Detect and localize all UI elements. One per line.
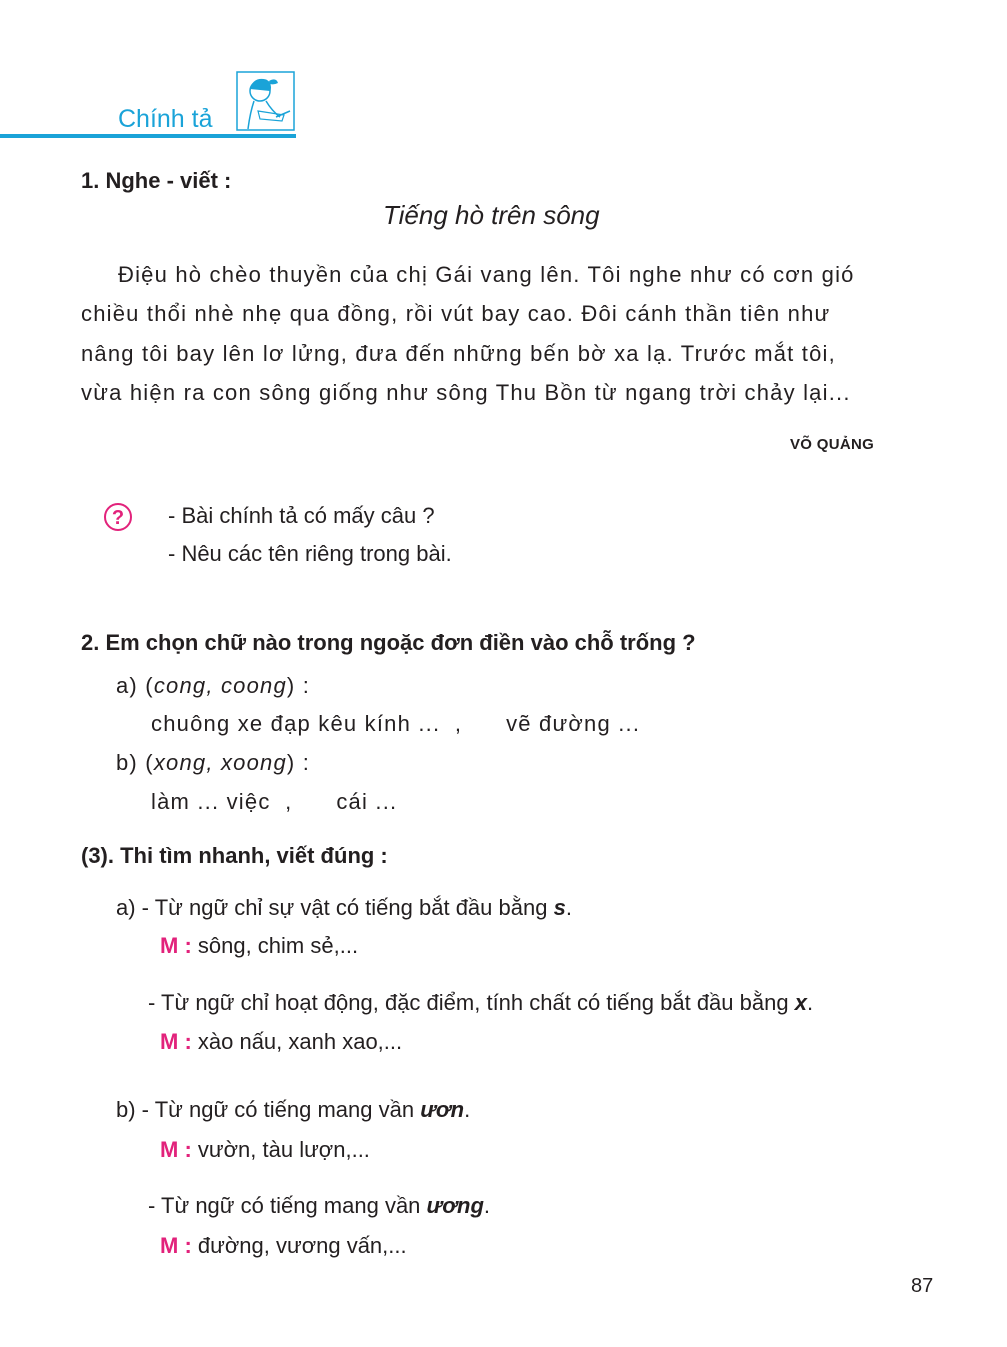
example-line: M : đường, vương vấn,... xyxy=(160,1233,407,1258)
exercise-2b-label: b) (xong, xoong) : xyxy=(116,750,311,775)
exercise-3b-item: - Từ ngữ có tiếng mang vần ương. xyxy=(148,1193,491,1218)
example-line: M : vườn, tàu lượn,... xyxy=(160,1137,370,1162)
exercise-2a-options: cong, coong xyxy=(153,673,287,698)
exercise-2b-line: làm ... việc , cái ... xyxy=(151,789,398,814)
passage-line: Điệu hò chèo thuyền của chị Gái vang lên. Tôi nghe như có cơn gió xyxy=(118,262,855,287)
exercise-2b-options: xong, xoong xyxy=(153,750,287,775)
section-title: Chính tả xyxy=(118,105,213,133)
girl-writing-icon xyxy=(236,71,295,131)
exercise-3a-item: - Từ ngữ chỉ hoạt động, đặc điểm, tính chất có tiếng bắt đầu bằng x. xyxy=(148,990,814,1015)
exercise-2a-line: chuông xe đạp kêu kính ... , vẽ đường ... xyxy=(151,711,641,736)
exercise-2-heading: 2. Em chọn chữ nào trong ngoặc đơn điền vào chỗ trống ? xyxy=(81,630,696,655)
question-item: - Nêu các tên riêng trong bài. xyxy=(168,541,452,566)
page-number: 87 xyxy=(911,1275,934,1297)
header-underline xyxy=(0,134,296,138)
question-item: - Bài chính tả có mấy câu ? xyxy=(168,503,435,528)
exercise-3a-item: a) - Từ ngữ chỉ sự vật có tiếng bắt đầu bằng s. xyxy=(116,895,572,920)
svg-text:?: ? xyxy=(111,507,125,529)
example-line: M : xào nấu, xanh xao,... xyxy=(160,1029,403,1054)
example-line: M : sông, chim sẻ,... xyxy=(160,933,359,958)
passage-line: chiều thổi nhè nhẹ qua đồng, rồi vút bay cao. Đôi cánh thần tiên như xyxy=(81,301,831,326)
passage-line: vừa hiện ra con sông giống như sông Thu Bồn từ ngang trời chảy lại... xyxy=(81,380,851,405)
exercise-3b-item: b) - Từ ngữ có tiếng mang vần ươn. xyxy=(116,1097,471,1122)
exercise-3-heading: (3). Thi tìm nhanh, viết đúng : xyxy=(81,843,388,868)
author-name: VÕ QUẢNG xyxy=(790,436,875,453)
passage-title: Tiếng hò trên sông xyxy=(383,200,600,230)
exercise-2a-label: a) (cong, coong) : xyxy=(116,673,311,698)
passage-line: nâng tôi bay lên lơ lửng, đưa đến những bến bờ xa lạ. Trước mắt tôi, xyxy=(81,341,836,366)
exercise-1-heading: 1. Nghe - viết : xyxy=(81,168,232,193)
question-mark-icon xyxy=(103,502,133,532)
